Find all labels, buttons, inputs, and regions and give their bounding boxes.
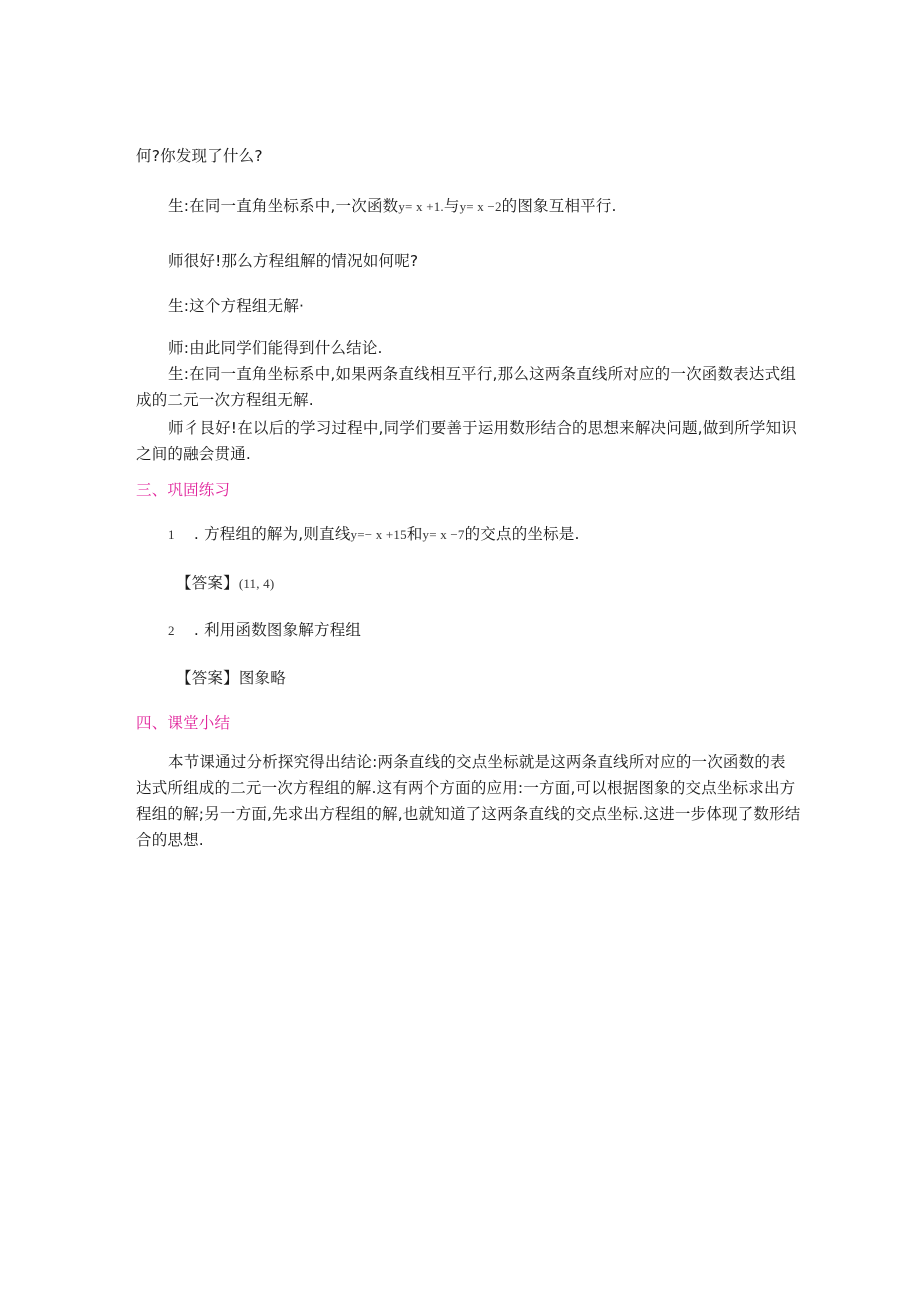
text-line <box>168 196 617 217</box>
text-segment: 生:在同一直角坐标系中,一次函数 <box>168 197 399 215</box>
text-line: 生:在同一直角坐标系中,如果两条直线相互平行,那么这两条直线所对应的一次函数表达式组 <box>168 365 796 383</box>
answer-value: 图象略 <box>238 669 286 687</box>
question-number: 2 <box>168 623 175 638</box>
question-2 <box>168 620 361 641</box>
text-line: 之间的融会贯通. <box>136 445 252 463</box>
text-segment: 和 <box>406 525 423 543</box>
summary-line: 程组的解;另一方面,先求出方程组的解,也就知道了这两条直线的交点坐标.这进一步体现了数形结 <box>136 805 801 823</box>
answer-1 <box>176 573 274 594</box>
text-line: 成的二元一次方程组无解. <box>136 391 314 409</box>
answer-label: 【答案】 <box>176 574 239 592</box>
formula: y=− x +15 <box>350 527 407 542</box>
section-heading: 三、巩固练习 <box>136 481 231 499</box>
answer-label: 【答案】 <box>176 669 239 687</box>
answer-2 <box>176 668 286 688</box>
question-1 <box>168 524 580 545</box>
formula: y= x −7 <box>422 527 465 542</box>
text-line: 师彳艮好!在以后的学习过程中,同学们要善于运用数形结合的思想来解决问题,做到所学知识 <box>168 419 797 437</box>
text-segment: 的交点的坐标是. <box>464 525 580 543</box>
text-segment: 的图象互相平行. <box>501 197 617 215</box>
summary-line: 达式所组成的二元一次方程组的解.这有两个方面的应用:一方面,可以根据图象的交点坐标求出方 <box>136 779 796 797</box>
question-number: 1 <box>168 527 175 542</box>
text-line: 生:这个方程组无解· <box>168 297 305 315</box>
summary-line: 本节课通过分析探究得出结论:两条直线的交点坐标就是这两条直线所对应的一次函数的表 <box>168 753 786 771</box>
text-segment: . 利用函数图象解方程组 <box>193 621 362 639</box>
formula: y= x −2 <box>459 199 502 214</box>
text-line: 何?你发现了什么? <box>136 147 263 165</box>
text-line: 师很好!那么方程组解的情况如何呢? <box>168 252 419 270</box>
section-heading: 四、课堂小结 <box>136 714 231 732</box>
summary-line: 合的思想. <box>136 831 204 849</box>
formula: y= x +1. <box>398 199 444 214</box>
text-segment: . 方程组的解为,则直线 <box>193 525 351 543</box>
text-line: 师:由此同学们能得到什么结论. <box>168 339 383 357</box>
text-segment: 与 <box>443 197 460 215</box>
answer-value: (11, 4) <box>238 576 275 591</box>
